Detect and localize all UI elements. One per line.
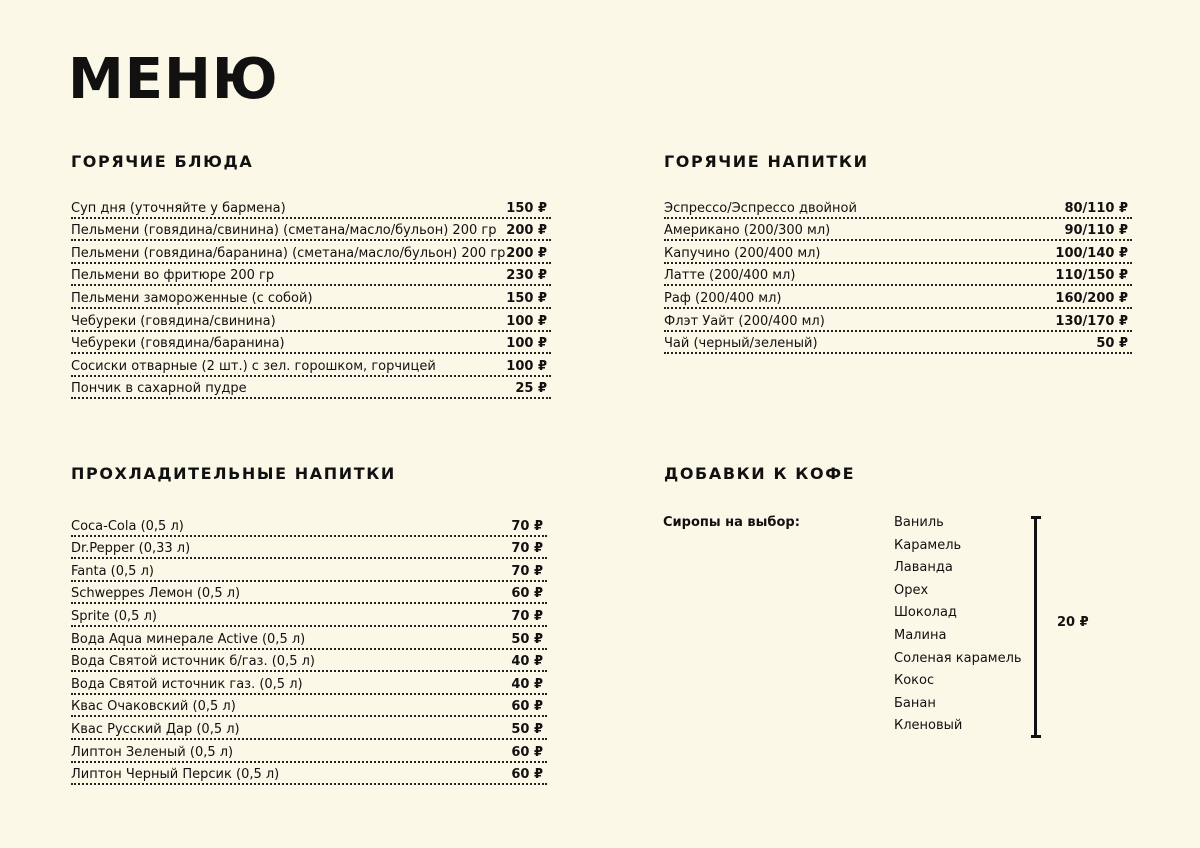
- syrup-item: Шоколад: [894, 605, 957, 621]
- menu-item: [664, 332, 1132, 355]
- menu-item: [71, 377, 551, 400]
- syrup-item: Кокос: [894, 673, 935, 689]
- menu-item-price: 110/150 ₽: [1055, 268, 1128, 284]
- menu-item: [664, 241, 1132, 264]
- menu-item-price: 60 ₽: [511, 767, 543, 783]
- menu-item: [71, 582, 547, 605]
- menu-item: [71, 196, 551, 219]
- menu-item: [71, 537, 547, 560]
- menu-item-price: 150 ₽: [506, 200, 547, 216]
- menu-item: [71, 672, 547, 695]
- menu-item-name: Сосиски отварные (2 шт.) с зел. горошком, горчицей: [71, 358, 436, 374]
- menu-item-price: 50 ₽: [511, 631, 543, 647]
- menu-item: [71, 309, 551, 332]
- menu-item: [71, 627, 547, 650]
- menu-item-price: 40 ₽: [511, 654, 543, 670]
- menu-item: [71, 241, 551, 264]
- syrup-item: Соленая карамель: [894, 650, 1022, 666]
- menu-item-price: 80/110 ₽: [1064, 200, 1128, 216]
- menu-item-name: Schweppes Лемон (0,5 л): [71, 586, 241, 602]
- syrup-item: Ваниль: [894, 515, 944, 530]
- menu-item: [71, 695, 547, 718]
- menu-item-name: Суп дня (уточняйте у бармена): [71, 200, 286, 216]
- menu-item-name: Раф (200/400 мл): [664, 290, 782, 306]
- menu-item: [71, 650, 547, 673]
- menu-item-name: Coca-Cola (0,5 л): [71, 518, 184, 534]
- menu-item-name: Липтон Черный Персик (0,5 л): [71, 767, 280, 783]
- syrups-bracket: [1031, 516, 1041, 738]
- menu-item-name: Fanta (0,5 л): [71, 563, 154, 579]
- menu-item: [664, 286, 1132, 309]
- menu-item-name: Вода Святой источник б/газ. (0,5 л): [71, 654, 315, 670]
- menu-item-price: 60 ₽: [511, 586, 543, 602]
- menu-item-price: 40 ₽: [511, 676, 543, 692]
- menu-item: [664, 309, 1132, 332]
- menu-item-name: Флэт Уайт (200/400 мл): [664, 313, 825, 329]
- syrup-item: Карамель: [894, 537, 962, 553]
- menu-item: [71, 604, 547, 627]
- menu-item-price: 50 ₽: [511, 721, 543, 737]
- menu-item: [664, 219, 1132, 242]
- menu-item-price: 150 ₽: [506, 290, 547, 306]
- syrup-item: Орех: [894, 582, 929, 598]
- syrups-price: 20 ₽: [1057, 615, 1089, 630]
- menu-item-price: 60 ₽: [511, 699, 543, 715]
- menu-item-price: 200 ₽: [506, 245, 547, 261]
- menu-item-price: 160/200 ₽: [1055, 290, 1128, 306]
- cold-drinks-list: [71, 514, 547, 785]
- menu-item-name: Чебуреки (говядина/баранина): [71, 336, 285, 352]
- page-title: МЕНЮ: [68, 47, 279, 112]
- menu-item-name: Пельмени замороженные (с собой): [71, 290, 313, 306]
- hot-drinks-heading: ГОРЯЧИЕ НАПИТКИ: [664, 152, 869, 171]
- hot-dishes-heading: ГОРЯЧИЕ БЛЮДА: [71, 152, 254, 171]
- menu-item: [71, 559, 547, 582]
- menu-item: [71, 354, 551, 377]
- syrups-list: [894, 516, 1022, 742]
- menu-item: [71, 717, 547, 740]
- menu-item-price: 100 ₽: [506, 358, 547, 374]
- menu-item-name: Чебуреки (говядина/свинина): [71, 313, 276, 329]
- syrups-label: Сиропы на выбор:: [663, 515, 800, 530]
- menu-item-price: 100/140 ₽: [1055, 245, 1128, 261]
- menu-item-price: 100 ₽: [506, 336, 547, 352]
- menu-item-name: Вода Aqua минерале Active (0,5 л): [71, 631, 306, 647]
- menu-item-price: 70 ₽: [511, 563, 543, 579]
- menu-item: [664, 196, 1132, 219]
- menu-item: [71, 286, 551, 309]
- menu-item-price: 70 ₽: [511, 608, 543, 624]
- menu-item-name: Пельмени (говядина/свинина) (сметана/масло/бульон) 200 гр: [71, 223, 497, 239]
- menu-item-name: Dr.Pepper (0,33 л): [71, 541, 191, 557]
- menu-item-price: 230 ₽: [506, 268, 547, 284]
- menu-item-price: 25 ₽: [515, 381, 547, 397]
- menu-item: [71, 332, 551, 355]
- menu-item-price: 60 ₽: [511, 744, 543, 760]
- menu-item-name: Эспрессо/Эспрессо двойной: [664, 200, 857, 216]
- syrup-item: Банан: [894, 695, 936, 711]
- syrup-item: Малина: [894, 627, 947, 643]
- menu-item-price: 50 ₽: [1096, 336, 1128, 352]
- menu-item: [71, 219, 551, 242]
- menu-item-name: Пельмени (говядина/баранина) (сметана/масло/бульон) 200 гр: [71, 245, 506, 261]
- menu-item-name: Sprite (0,5 л): [71, 608, 157, 624]
- menu-item-price: 100 ₽: [506, 313, 547, 329]
- menu-item-name: Квас Русский Дар (0,5 л): [71, 721, 240, 737]
- menu-item-name: Вода Святой источник газ. (0,5 л): [71, 676, 303, 692]
- menu-item-name: Американо (200/300 мл): [664, 223, 831, 239]
- menu-item-name: Латте (200/400 мл): [664, 268, 796, 284]
- menu-item-name: Квас Очаковский (0,5 л): [71, 699, 236, 715]
- menu-item: [71, 264, 551, 287]
- menu-item-price: 70 ₽: [511, 541, 543, 557]
- cold-drinks-heading: ПРОХЛАДИТЕЛЬНЫЕ НАПИТКИ: [71, 464, 396, 483]
- menu-item-price: 200 ₽: [506, 223, 547, 239]
- menu-item-price: 70 ₽: [511, 518, 543, 534]
- menu-item-name: Чай (черный/зеленый): [664, 336, 818, 352]
- menu-item: [71, 740, 547, 763]
- menu-item-name: Капучино (200/400 мл): [664, 245, 821, 261]
- menu-item-name: Липтон Зеленый (0,5 л): [71, 744, 234, 760]
- hot-dishes-list: [71, 196, 551, 399]
- menu-item: [71, 514, 547, 537]
- hot-drinks-list: [664, 196, 1132, 354]
- menu-item-price: 90/110 ₽: [1064, 223, 1128, 239]
- menu-item-name: Пончик в сахарной пудре: [71, 381, 247, 397]
- syrup-item: Кленовый: [894, 718, 963, 734]
- menu-item: [71, 763, 547, 786]
- menu-item: [664, 264, 1132, 287]
- coffee-addons-heading: ДОБАВКИ К КОФЕ: [664, 464, 856, 483]
- menu-item-price: 130/170 ₽: [1055, 313, 1128, 329]
- syrup-item: Лаванда: [894, 560, 953, 576]
- menu-item-name: Пельмени во фритюре 200 гр: [71, 268, 275, 284]
